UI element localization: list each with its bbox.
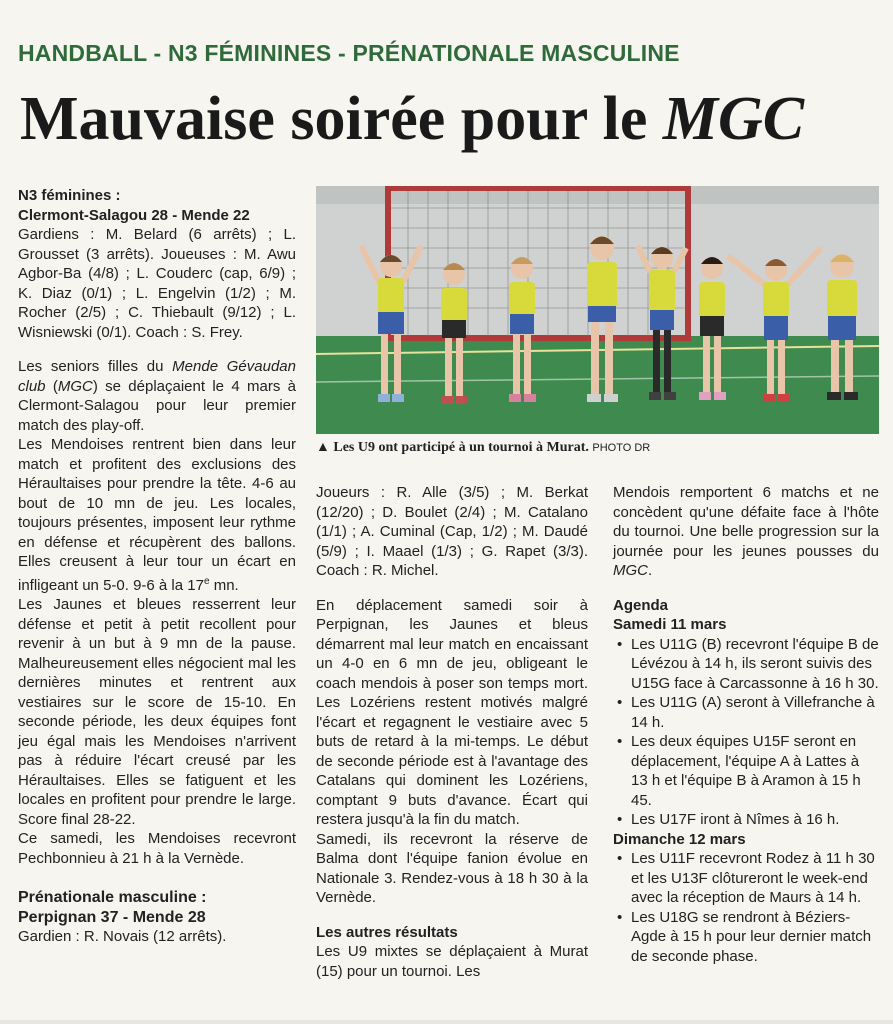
col2-paragraph-1: En déplacement samedi soir à Perpignan, les Jaunes et bleus démarrent mal leur match en encaissant un 4-0 en 6 mn de jeu, obligeant le coach mendois à poser son temps mort. Les Lozériens restent motivés malgré l'écart et regagnent le vestiaire avec 5 buts de retard à la mi-temps. Le début de seconde période est à l'avantage des Catalans qui dominent les Lozériens, comptant 9 buts d'avance. Écart qui restera jusqu'à la fin du match. — [316, 596, 588, 828]
team-photo-illustration — [316, 186, 879, 434]
column-3 — [613, 483, 879, 966]
sunday-list — [613, 849, 879, 966]
list-item: • Les deux équipes U15F seront en déplacement, l'équipe A à Lattes à 13 h et l'équipe B à Aramon à 15 h 45. — [613, 732, 879, 810]
column-1 — [18, 186, 296, 947]
prenat-players: Joueurs : R. Alle (3/5) ; M. Berkat (12/20) ; D. Boulet (2/4) ; M. Catalano (1/1) ; A. Cuminal (Cap, 1/2) ; M. Daudé (5/9) ; I. Maael (1/3) ; G. Rapet (3/3). Coach : R. Michel. — [316, 484, 588, 579]
club-abbr: MGC — [57, 377, 93, 395]
text-span: ) se déplaçaient le 4 mars à Clermont-Salagou pour leur premier match des play-off. — [18, 377, 296, 434]
headline-main: Mauvaise soirée pour le — [20, 85, 663, 153]
saturday-list — [613, 635, 879, 830]
photo-caption — [316, 440, 879, 456]
list-item: • Les U11G (B) recevront l'équipe B de Lévézou à 14 h, ils seront suivis des U15G face à Carcassonne à 16 h 30. — [613, 635, 879, 694]
n3-heading: N3 féminines : — [18, 187, 121, 204]
text-span: Les Mendoises rentrent bien dans leur match et profitent des exclusions des Héraultaises pour prendre la tête. 4-6 au bout de 10 mn de jeu. Les locales, toujours présentes, imposent leur rythme en défense et récupèrent des ballons. Elles creusent à leur tour un écart en infligeant un 5-0. 9-6 à la 17 — [18, 436, 296, 594]
col1-paragraph-1 — [18, 357, 296, 435]
col1-paragraph-3: Les Jaunes et bleues resserrent leur défense et petit à petit recollent pour revenir à un but à 9 mn de la pause. Malheureusement elles négocient mal les dernières minutes et rentrent aux vestiaires sur le score de 15-10. En seconde période, les deux équipes font jeu égal mais les Mendoises n'arrivent pas à réduire l'écart creusé par les Héraultaises. Elles se fatiguent et les locales en profitent pour prendre le large. Score final 28-22. — [18, 596, 296, 828]
text-span: Mendois remportent 6 matchs et ne concèdent qu'une défaite face à l'hôte du tournoi. Une belle progression sur la journée pour les jeunes pousses du — [613, 484, 879, 560]
col2-paragraph-3: Les U9 mixtes se déplaçaient à Murat (15) pour un tournoi. Les — [316, 943, 588, 980]
team-photo — [316, 186, 879, 434]
col2-paragraph-2: Samedi, ils recevront la réserve de Balma dont l'équipe fanion évolue en Nationale 3. Rendez-vous à 18 h 30 à la Vernède. — [316, 830, 588, 906]
other-results-heading: Les autres résultats — [316, 923, 458, 941]
col1-paragraph-2 — [18, 435, 296, 595]
col1-paragraph-4: Ce samedi, les Mendoises recevront Pechbonnieu à 21 h à la Vernède. — [18, 830, 296, 867]
agenda-heading: Agenda — [613, 596, 669, 614]
text-span: Les seniors filles du — [18, 358, 173, 375]
text-span: . — [648, 562, 653, 579]
col3-paragraph-1 — [613, 483, 879, 581]
superscript: e — [203, 575, 210, 587]
prenat-heading: Prénationale masculine : — [18, 889, 207, 906]
club-abbr: MGC — [613, 562, 648, 579]
sunday-heading: Dimanche 12 mars — [613, 830, 746, 848]
n3-result: Clermont-Salagou 28 - Mende 22 — [18, 206, 250, 224]
list-item: • Les U11G (A) seront à Villefranche à 14 h. — [613, 693, 879, 732]
prenat-goalie: Gardien : R. Novais (12 arrêts). — [18, 928, 227, 945]
section-kicker: HANDBALL - N3 FÉMININES - PRÉNATIONALE MASCULINE — [18, 40, 680, 66]
photo-credit: PHOTO DR — [592, 442, 651, 454]
page-bottom-edge — [0, 1020, 893, 1024]
list-item: • Les U11F recevront Rodez à 11 h 30 et les U13F clôtureront le week-end avec la réception de Maurs à 14 h. — [613, 849, 879, 908]
list-item: • Les U17F iront à Nîmes à 16 h. — [613, 810, 879, 830]
list-item: • Les U18G se rendront à Béziers-Agde à 15 h pour leur dernier match de seconde phase. — [613, 908, 879, 967]
n3-lineup: Gardiens : M. Belard (6 arrêts) ; L. Grousset (3 arrêts). Joueuses : M. Awu Agbor-Ba (4/8) ; L. Couderc (cap, 6/9) ; K. Diaz (0/1) ; L. Engelvin (1/2) ; M. Rocher (2/5) ; C. Thiebault (9/12) ; L. Wisniewski (0/1). Coach : S. Frey. — [18, 226, 296, 341]
prenat-result: Perpignan 37 - Mende 28 — [18, 908, 206, 926]
text-span: mn. — [209, 576, 239, 594]
column-2 — [316, 483, 588, 981]
article-headline — [20, 82, 804, 156]
headline-emphasis: MGC — [662, 85, 805, 153]
text-span: ( — [45, 377, 58, 395]
saturday-heading: Samedi 11 mars — [613, 616, 727, 633]
caption-text: ▲ Les U9 ont participé à un tournoi à Murat. — [316, 440, 589, 455]
club-name: Mende Gévaudan club — [18, 358, 296, 395]
